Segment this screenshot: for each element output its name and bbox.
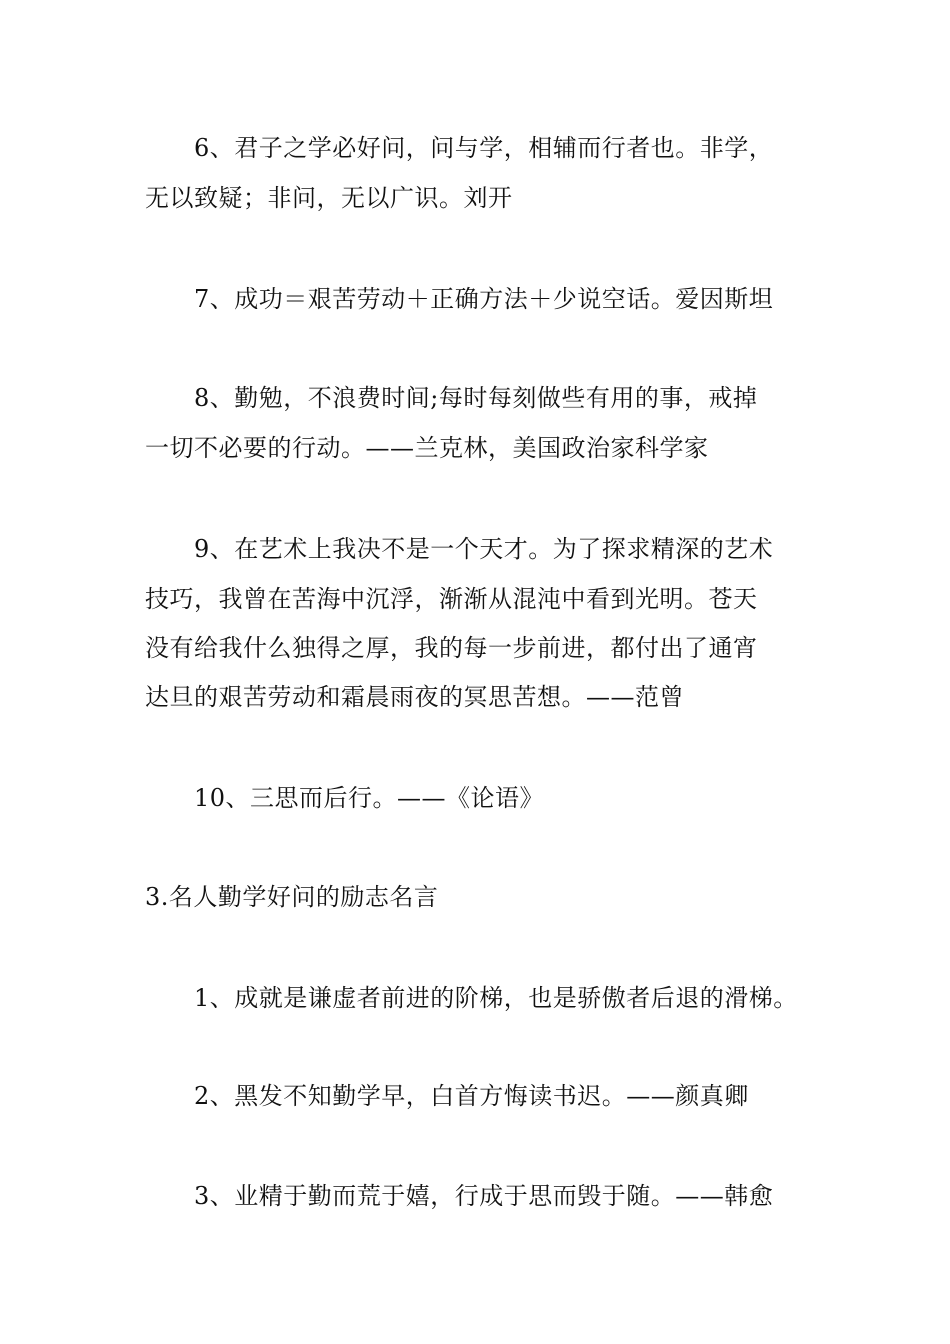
quote-9-line-4: 达旦的艰苦劳动和霜晨雨夜的冥思苦想。——范曾	[145, 683, 684, 711]
section-3-quote-3: 3、业精于勤而荒于嬉，行成于思而毁于随。——韩愈	[194, 1182, 774, 1210]
section-heading: 3.名人勤学好问的励志名言	[145, 883, 439, 911]
section-3-quote-2: 2、黑发不知勤学早，白首方悔读书迟。——颜真卿	[194, 1082, 749, 1110]
quote-8-line-1: 8、勤勉，不浪费时间;每时每刻做些有用的事，戒掉	[194, 384, 758, 412]
quote-9-line-1: 9、在艺术上我决不是一个天才。为了探求精深的艺术	[194, 535, 774, 563]
quote-9-line-3: 没有给我什么独得之厚，我的每一步前进，都付出了通宵	[145, 634, 758, 662]
quote-6-line-2: 无以致疑；非问，无以广识。刘开	[145, 184, 513, 212]
quote-8-line-2: 一切不必要的行动。——兰克林，美国政治家科学家	[145, 434, 709, 462]
quote-6-line-1: 6、君子之学必好问，问与学，相辅而行者也。非学，	[194, 134, 774, 162]
quote-7: 7、成功＝艰苦劳动＋正确方法＋少说空话。爱因斯坦	[194, 285, 774, 313]
section-3-quote-1: 1、成就是谦虚者前进的阶梯，也是骄傲者后退的滑梯。	[194, 984, 798, 1012]
quote-9-line-2: 技巧，我曾在苦海中沉浮，渐渐从混沌中看到光明。苍天	[145, 585, 758, 613]
quote-10: 10、三思而后行。——《论语》	[194, 784, 545, 812]
